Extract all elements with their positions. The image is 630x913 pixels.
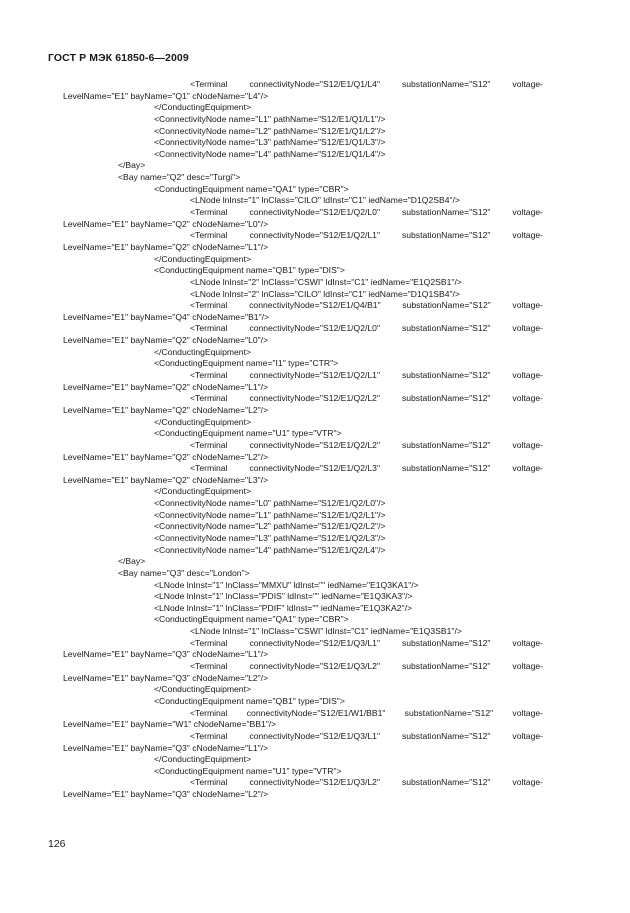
code-line: <Terminal connectivityNode="S12/E1/W1/BB1" substationName="S12" voltage- [190,707,543,718]
code-line: </ConductingEquipment> [154,253,251,264]
code-line: <Terminal connectivityNode="S12/E1/Q2/L1" substationName="S12" voltage- [190,370,543,381]
code-line: LevelName="E1" bayName="Q2" cNodeName="L2"/> [63,404,269,415]
code-line: <ConnectivityNode name="L4" pathName="S12/E1/Q2/L4"/> [154,544,386,555]
code-line: <Terminal connectivityNode="S12/E1/Q3/L2" substationName="S12" voltage- [190,777,543,788]
code-line: </ConductingEquipment> [154,684,251,695]
code-line: </ConductingEquipment> [154,416,251,427]
code-line: <Terminal connectivityNode="S12/E1/Q2/L0" substationName="S12" voltage- [190,323,543,334]
code-line: LevelName="E1" bayName="Q4" cNodeName="B1"/> [63,311,270,322]
code-line: <ConnectivityNode name="L1" pathName="S12/E1/Q1/L1"/> [154,113,386,124]
code-line: <Terminal connectivityNode="S12/E1/Q4/B1" substationName="S12" voltage- [190,300,543,311]
code-line: <Terminal connectivityNode="S12/E1/Q1/L4" substationName="S12" voltage- [190,79,543,89]
code-line: <LNode lnInst="1" lnClass="PDIF" ldInst="" iedName="E1Q3KA2"/> [154,602,413,613]
code-line: <ConnectivityNode name="L3" pathName="S12/E1/Q1/L3"/> [154,137,386,148]
code-line: <ConnectivityNode name="L0" pathName="S12/E1/Q2/L0"/> [154,498,386,509]
code-line: <Bay name="Q3" desc="London"> [118,567,250,578]
code-line: <Terminal connectivityNode="S12/E1/Q2/L3" substationName="S12" voltage- [190,463,543,474]
code-line: LevelName="E1" bayName="Q2" cNodeName="L1"/> [63,381,269,392]
code-line: </Bay> [118,160,146,171]
code-line: LevelName="E1" bayName="Q3" cNodeName="L2"/> [63,789,269,800]
code-line: <ConductingEquipment name="QA1" type="CBR"> [154,614,349,625]
code-line: <LNode lnInst="2" lnClass="CILO" ldInst="C1" iedName="D1Q1SB4"/> [190,288,460,299]
code-line: </Bay> [118,556,146,567]
code-line: LevelName="E1" bayName="Q3" cNodeName="L1"/> [63,649,269,660]
code-line: </ConductingEquipment> [154,486,251,497]
code-line: <ConductingEquipment name="U1" type="VTR"> [154,428,342,439]
code-line: <ConductingEquipment name="QB1" type="DIS"> [154,265,345,276]
code-line: LevelName="E1" bayName="Q2" cNodeName="L2"/> [63,451,269,462]
code-line: LevelName="E1" bayName="Q3" cNodeName="L2"/> [63,672,269,683]
code-line: <Terminal connectivityNode="S12/E1/Q2/L0" substationName="S12" voltage- [190,207,543,218]
code-line: <Terminal connectivityNode="S12/E1/Q2/L2" substationName="S12" voltage- [190,393,543,404]
code-line: <LNode lnInst="1" lnClass="CSWI" ldInst="C1" iedName="E1Q3SB1"/> [190,626,462,637]
code-line: <LNode lnInst="1" lnClass="PDIS" ldInst="" iedName="E1Q3KA3"/> [154,591,413,602]
code-line: <ConductingEquipment name="QA1" type="CBR"> [154,183,349,194]
code-line: <Terminal connectivityNode="S12/E1/Q3/L1" substationName="S12" voltage- [190,637,543,648]
code-line: <LNode lnInst="1" lnClass="MMXU" ldInst="" iedName="E1Q3KA1"/> [154,579,419,590]
code-line: </ConductingEquipment> [154,754,251,765]
code-line: <Bay name="Q2" desc="Turgi"> [118,172,241,183]
code-line: LevelName="E1" bayName="Q2" cNodeName="L3"/> [63,474,269,485]
code-line: <ConnectivityNode name="L3" pathName="S12/E1/Q2/L3"/> [154,532,386,543]
xml-listing [0,79,630,801]
code-line: <Terminal connectivityNode="S12/E1/Q3/L2" substationName="S12" voltage- [190,661,543,672]
code-line: <Terminal connectivityNode="S12/E1/Q3/L1" substationName="S12" voltage- [190,730,543,741]
code-line: <Terminal connectivityNode="S12/E1/Q2/L1" substationName="S12" voltage- [190,230,543,241]
code-line: <ConnectivityNode name="L4" pathName="S12/E1/Q1/L4"/> [154,148,386,159]
code-line: <Terminal connectivityNode="S12/E1/Q2/L2" substationName="S12" voltage- [190,439,543,450]
page-number: 126 [48,838,66,850]
code-line: <LNode lnInst="2" lnClass="CSWI" ldInst="C1" iedName="E1Q2SB1"/> [190,276,462,287]
document-header: ГОСТ Р МЭК 61850-6—2009 [48,52,189,64]
code-line: <ConnectivityNode name="L1" pathName="S12/E1/Q2/L1"/> [154,509,386,520]
code-line: LevelName="E1" bayName="Q2" cNodeName="L0"/> [63,335,269,346]
code-line: <ConductingEquipment name="I1" type="CTR"> [154,358,339,369]
code-line: <ConnectivityNode name="L2" pathName="S12/E1/Q2/L2"/> [154,521,386,532]
code-line: LevelName="E1" bayName="Q1" cNodeName="L4"/> [63,90,269,101]
code-line: </ConductingEquipment> [154,102,251,113]
code-line: LevelName="E1" bayName="Q2" cNodeName="L0"/> [63,218,269,229]
code-line: LevelName="E1" bayName="Q2" cNodeName="L1"/> [63,241,269,252]
code-line: <ConductingEquipment name="QB1" type="DIS"> [154,695,345,706]
code-line: LevelName="E1" bayName="W1" cNodeName="BB1"/> [63,719,277,730]
code-line: LevelName="E1" bayName="Q3" cNodeName="L1"/> [63,742,269,753]
code-line: <ConnectivityNode name="L2" pathName="S12/E1/Q1/L2"/> [154,125,386,136]
code-line: <LNode lnInst="1" lnClass="CILO" ldInst="C1" iedName="D1Q2SB4"/> [190,195,460,206]
code-line: </ConductingEquipment> [154,346,251,357]
code-line: <ConductingEquipment name="U1" type="VTR"> [154,765,342,776]
